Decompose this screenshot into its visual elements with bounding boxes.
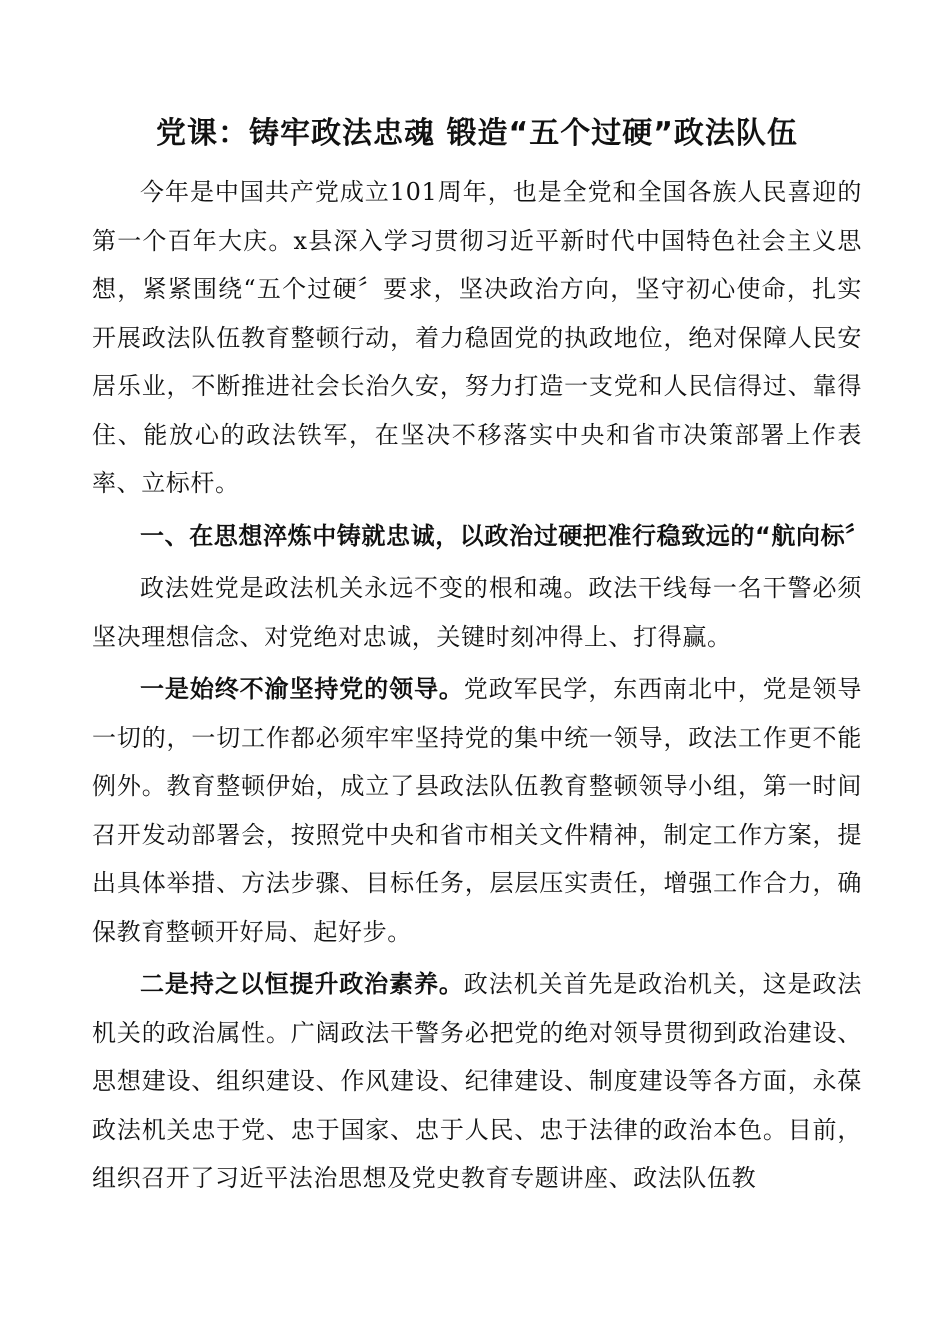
section-1-paragraph: 政法姓党是政法机关永远不变的根和魂。政法干线每一名干警必须坚决理想信念、对党绝对忠诚，关键时刻冲得上、打得赢。: [92, 574, 862, 651]
point-2-lead: 二是持之以恒提升政治素养。: [140, 970, 464, 998]
point-1-body: 党政军民学，东西南北中，党是领导一切的，一切工作都必须牢牢坚持党的集中统一领导，政法工作更不能例外。教育整顿伊始，成立了县政法队伍教育整顿领导小组，第一时间召开发动部署会，按照党中央和省市相关文件精神，制定工作方案，提出具体举措、方法步骤、目标任务，层层压实责任，增强工作合力，确保教育整顿开好局、起好步。: [92, 675, 862, 946]
point-1-lead: 一是始终不渝坚持党的领导。: [140, 675, 464, 703]
document-title: 党课：铸牢政法忠魂 锻造“五个过硬”政法队伍: [156, 116, 798, 151]
point-1-paragraph: [92, 665, 862, 956]
intro-paragraph: 今年是中国共产党成立101周年，也是全党和全国各族人民喜迎的第一个百年大庆。x县深入学习贯彻习近平新时代中国特色社会主义思想，紧紧围绕“五个过硬〞要求，坚决政治方向，坚守初心使命，扎实开展政法队伍教育整顿行动，着力稳固党的执政地位，绝对保障人民安居乐业，不断推进社会长治久安，努力打造一支党和人民信得过、靠得住、能放心的政法铁军，在坚决不移落实中央和省市决策部署上作表率、立标杆。: [92, 178, 862, 497]
point-2-body: 政法机关首先是政治机关，这是政法机关的政治属性。广阔政法干警务必把党的绝对领导贯彻到政治建设、思想建设、组织建设、作风建设、纪律建设、制度建设等各方面，永葆政法机关忠于党、忠于国家、忠于人民、忠于法律的政治本色。目前，组织召开了习近平法治思想及党史教育专题讲座、政法队伍教: [92, 970, 862, 1192]
section-1-heading: 一、在思想淬炼中铸就忠诚，以政治过硬把准行稳致远的“航向标〞: [140, 521, 870, 550]
document-page: [92, 110, 870, 1203]
point-2-paragraph: [92, 960, 862, 1203]
